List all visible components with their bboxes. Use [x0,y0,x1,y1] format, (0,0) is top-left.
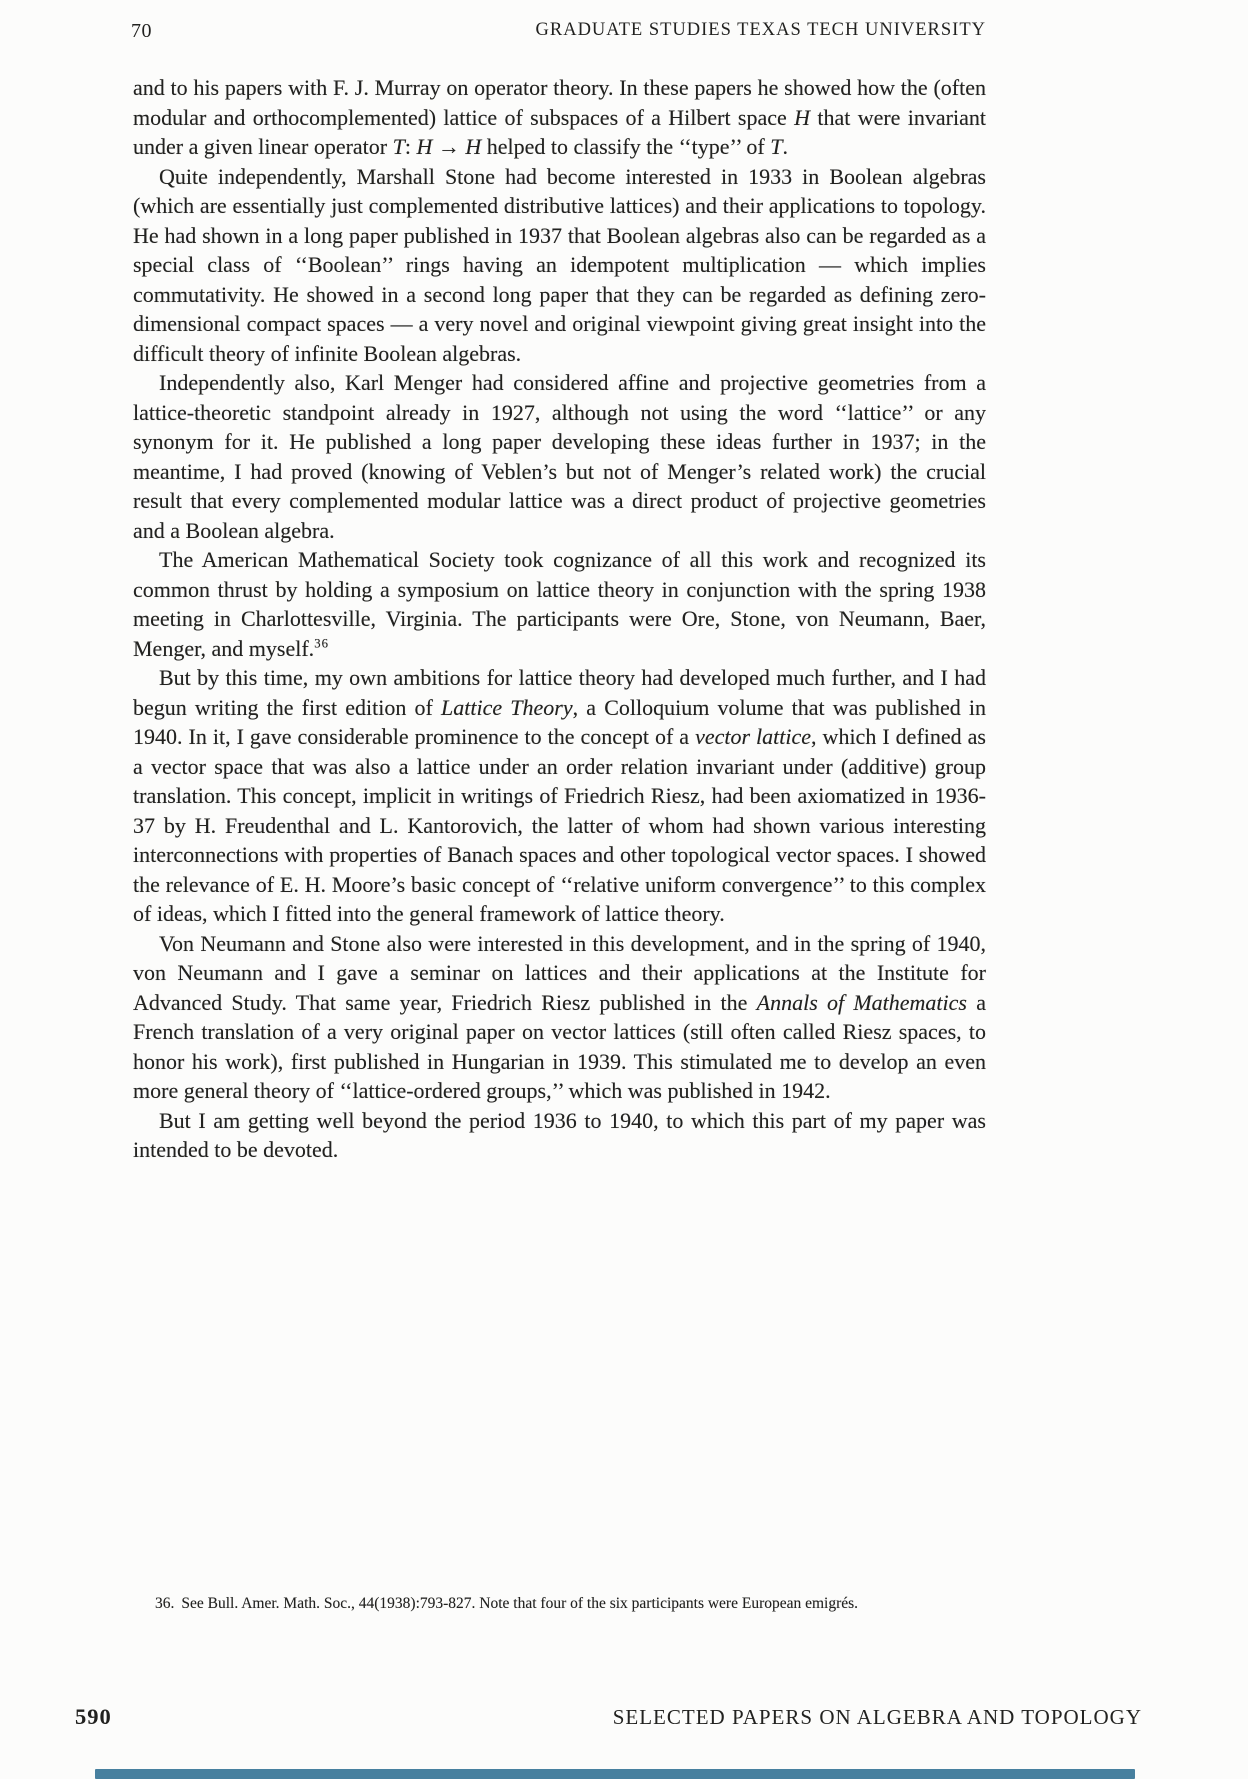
text-run: The American Mathematical Society took cognizance of all this work and recognized its common thrust by holding a symposium on lattice theory in conjunction with the spring 1938 meeting in Charlottesville, Virginia. The participants were Ore, Stone, von Neumann, Baer, Menger, and myself. [133,547,986,661]
paragraph [133,663,986,929]
page-footer [75,1702,1142,1736]
paragraph [133,1106,986,1165]
header-page-number: 70 [131,20,152,42]
text-run: that were invariant under a given linear operator [133,104,986,159]
footnote-number: 36. [155,1595,175,1612]
text-run: But I am getting well beyond the period 1936 to 1940, to which this part of my paper was intended to be devoted. [133,1107,986,1162]
text-run: and to his papers with F. J. Murray on operator theory. In these papers he showed how the (often modular and orthocomplemented) lattice of subspaces of a Hilbert space [133,75,986,130]
text-run: : [404,134,417,159]
italic-text: H [794,104,811,130]
header-running-title: GRADUATE STUDIES TEXAS TECH UNIVERSITY [535,20,986,40]
text-run: → [432,134,466,159]
paragraph [133,162,986,369]
text-run: helped to classify the ‘‘type’’ of [481,134,771,159]
footnote [155,1594,985,1614]
paragraph [133,73,986,162]
footnote-text: See Bull. Amer. Math. Soc., 44(1938):793-827. Note that four of the six participants were European emigrés. [181,1595,859,1612]
italic-text: T [392,134,405,159]
footnote-marker: 36 [314,636,329,651]
italic-text: vector lattice [695,724,812,749]
text-run: But by this time, my own ambitions for lattice theory had developed much further, and I had begun writing the first edition of [133,665,986,720]
text-run: . [782,134,788,159]
text-run: Von Neumann and Stone also were interested in this development, and in the spring of 1940, von Neumann and I gave a seminar on lattices and their applications at the Institute for Advanced Study. That same year, Friedrich Riesz published in the [133,930,986,1015]
italic-text: H [416,134,433,159]
page-header [131,18,986,48]
text-run: Quite independently, Marshall Stone had become interested in 1933 in Boolean algebras (which are essentially just complemented distributive lattices) and their applications to topology. He had shown in a long paper published in 1937 that Boolean algebras also can be regarded as a special class of ‘‘Boolean’’ rings having an idempotent multiplication — which implies commutativity. He showed in a second long paper that they can be regarded as defining zero-dimensional compact spaces — a very novel and original viewpoint giving great insight into the difficult theory of infinite Boolean algebras. [133,163,986,366]
text-run: a French translation of a very original paper on vector lattices (still often called Riesz spaces, to honor his work), first published in Hungarian in 1939. This stimulated me to develop an even more general theory of ‘‘lattice-ordered groups,’’ which was published in 1942. [133,989,986,1103]
scan-edge-artifact [95,1769,1135,1779]
italic-text: T [770,134,783,159]
footer-running-title: SELECTED PAPERS ON ALGEBRA AND TOPOLOGY [612,1705,1142,1729]
paragraph [133,929,986,1106]
body-text [133,73,986,1165]
italic-text: Lattice Theory [441,694,573,720]
footer-page-number: 590 [75,1704,112,1729]
text-run: , a Colloquium volume that was published in 1940. In it, I gave considerable prominence to the concept of a [133,694,986,749]
text-run: Independently also, Karl Menger had considered affine and projective geometries from a lattice-theoretic standpoint already in 1927, although not using the word ‘‘lattice’’ or any synonym for it. He published a long paper developing these ideas further in 1937; in the meantime, I had proved (knowing of Veblen’s but not of Menger’s related work) the crucial result that every complemented modular lattice was a direct product of projective geometries and a Boolean algebra. [133,370,986,543]
paragraph [133,545,986,663]
text-run: , which I defined as a vector space that was also a lattice under an order relation invariant under (additive) group translation. This concept, implicit in writings of Friedrich Riesz, had been axiomatized in 1936-37 by H. Freudenthal and L. Kantorovich, the latter of whom had shown various interesting interconnections with properties of Banach spaces and other topological vector spaces. I showed the relevance of E. H. Moore’s basic concept of ‘‘relative uniform convergence’’ to this complex of ideas, which I fitted into the general framework of lattice theory. [133,724,986,926]
paragraph [133,368,986,545]
italic-text: Annals of Mathematics [756,989,967,1015]
italic-text: H [465,134,482,159]
